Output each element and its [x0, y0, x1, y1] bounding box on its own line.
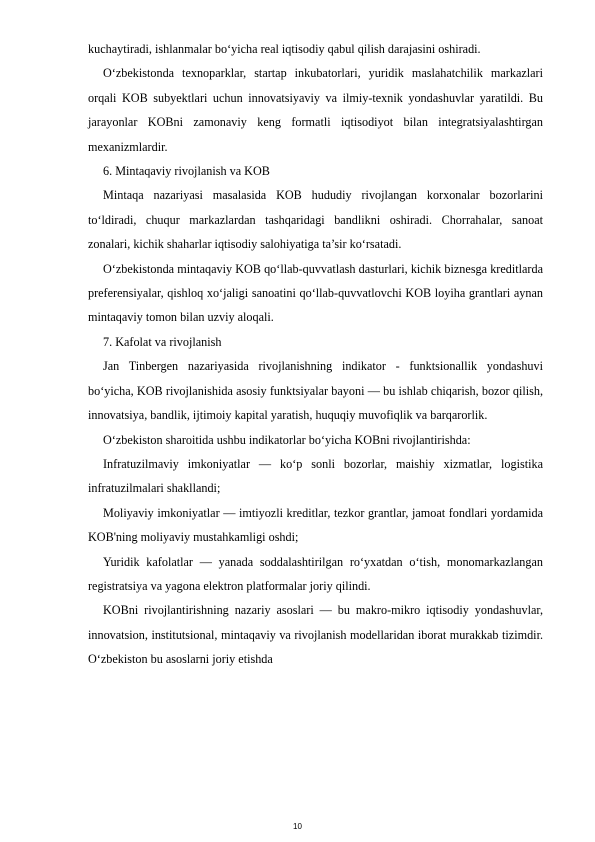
section-heading-6: 6. Mintaqaviy rivojlanish va KOB — [103, 164, 270, 179]
paragraph-regional-support: O‘zbekistonda mintaqaviy KOB qo‘llab-quvvatlash dasturlari, kichik biznesga kreditlarda preferensiyalar, qishloq xo‘jaligi sanoatini qo‘llab-quvvatlovchi KOB loyiha grantlari aynan mintaqaviy tomon bilan uzviy aloqali. — [88, 261, 543, 325]
paragraph-conclusion: KOBni rivojlantirishning nazariy asoslari — bu makro-mikro iqtisodiy yondashuvlar, innovatsion, institutsional, mintaqaviy va rivojlanish modellaridan iborat murakkab tizimdir. O‘zbekiston bu asoslarni joriy etishda — [88, 603, 543, 667]
paragraph-technoparks: O‘zbekistonda texnoparklar, startap inkubatorlari, yuridik maslahatchilik markazlari orqali KOB subyektlari uchun innovatsiyaviy va ilmiy-texnik yondashuvlar yaratildi. Bu jarayonlar KOBni zamonaviy keng formatli iqtisodiyot bilan integratsiyalashtirgan mexanizmlardir. — [88, 66, 543, 154]
section-heading-7: 7. Kafolat va rivojlanish — [103, 334, 222, 349]
list-item-financial: Moliyaviy imkoniyatlar — imtiyozli kreditlar, tezkor grantlar, jamoat fondlari yordamida KOB'ning moliyaviy mustahkamligi oshdi; — [88, 505, 543, 545]
page-number: 10 — [293, 822, 302, 831]
list-item-legal: Yuridik kafolatlar — yanada soddalashtirilgan ro‘yxatdan o‘tish, monomarkazlangan registratsiya va yagona elektron platformalar joriy qilindi. — [88, 554, 543, 593]
paragraph-continuation: kuchaytiradi, ishlanmalar bo‘yicha real iqtisodiy qabul qilish darajasini oshiradi. — [88, 42, 481, 56]
paragraph-regional-theory: Mintaqa nazariyasi masalasida KOB hududiy rivojlangan korxonalar bozorlarini to‘ldiradi, chuqur markazlardan tashqaridagi bandlikni oshiradi. Chorrahalar, sanoat zonalari, kichik shaharlar iqtisodiy salohiyatiga ta’sir ko‘rsatadi. — [88, 188, 543, 252]
list-item-infrastructure: Infratuzilmaviy imkoniyatlar — ko‘p sonli bozorlar, maishiy xizmatlar, logistika infratuzilmalari shakllandi; — [88, 456, 543, 496]
paragraph-tinbergen: Jan Tinbergen nazariyasida rivojlanishning indikator - funktsionallik yondashuvi bo‘yicha, KOB rivojlanishida asosiy funktsiyalar bayoni — bu ishlab chiqarish, bozor qilish, innovatsiya, bandlik, ijtimoiy kapital yaratish, huquqiy muvofiqlik va barqarorlik. — [88, 359, 543, 423]
paragraph-indicators-intro: O‘zbekiston sharoitida ushbu indikatorlar bo‘yicha KOBni rivojlantirishda: — [103, 432, 471, 447]
page-body — [88, 37, 543, 672]
